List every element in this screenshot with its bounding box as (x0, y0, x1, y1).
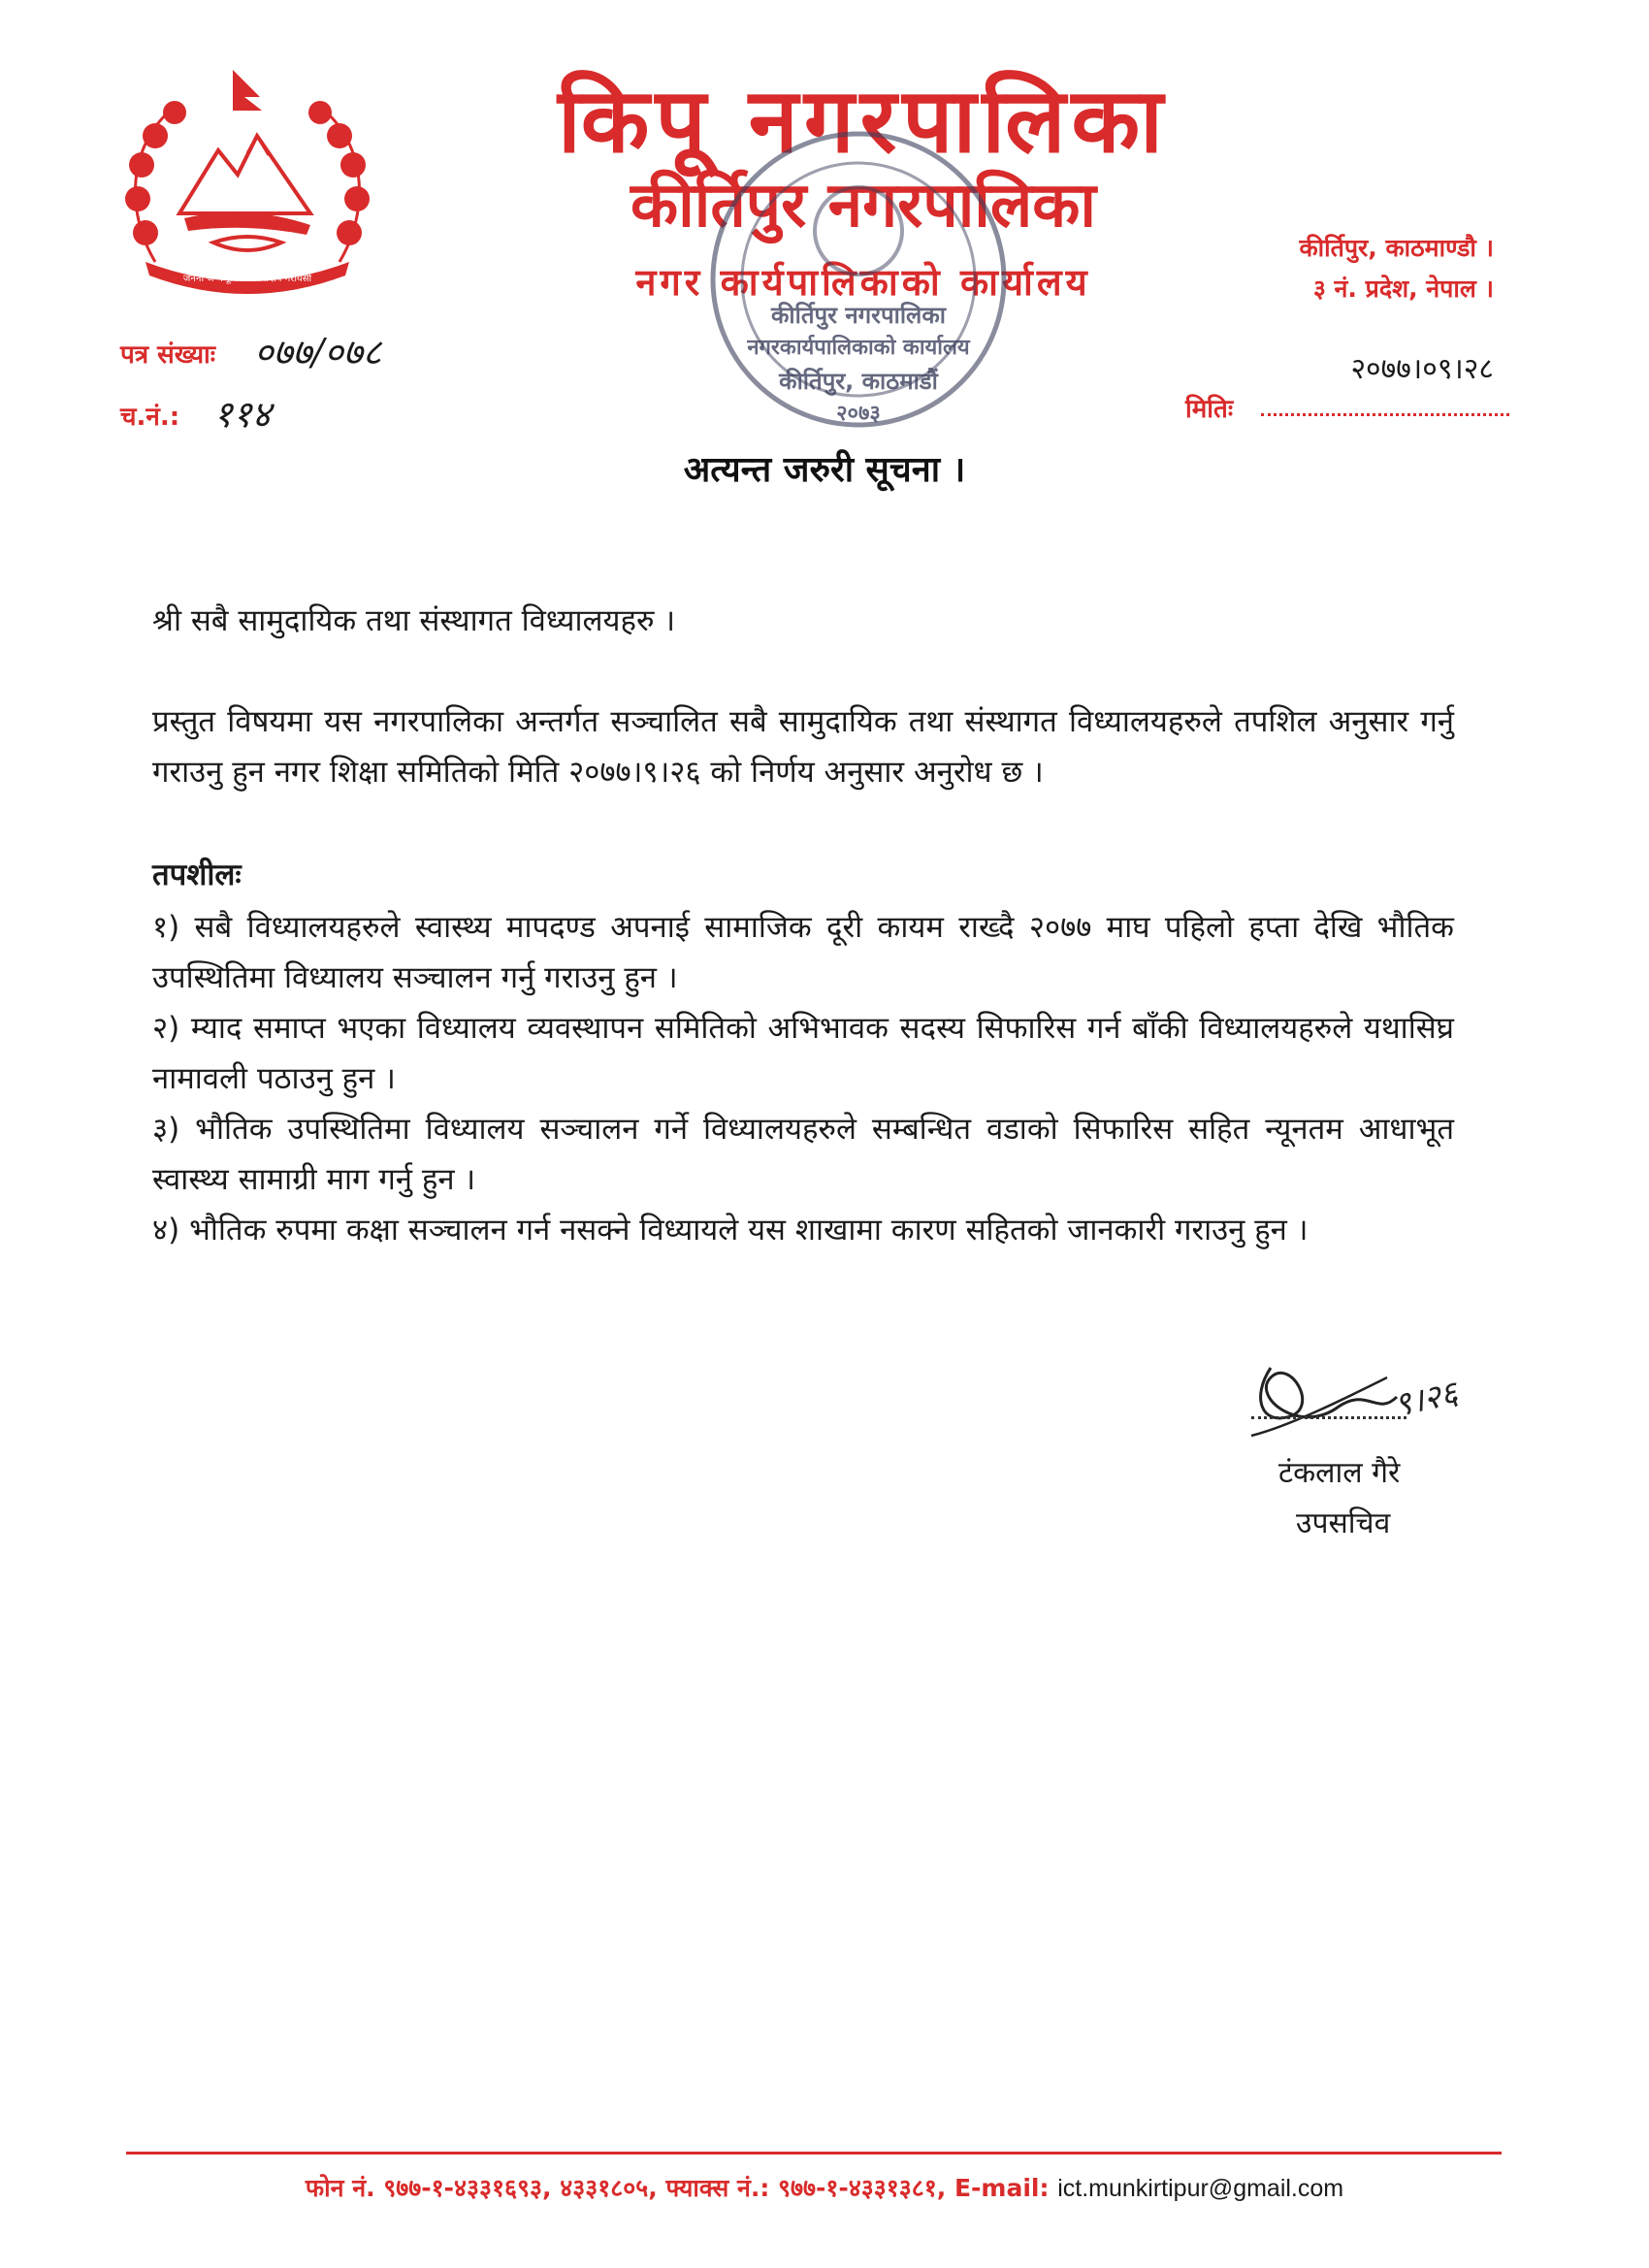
signatory-designation: उपसचिव (1296, 1507, 1391, 1540)
letterhead-municipality-name: कीर्तिपुर नगरपालिका (630, 170, 1096, 242)
stamp-line-1: कीर्तिपुर नगरपालिका (771, 302, 946, 329)
list-item: २) म्याद समाप्त भएका विध्यालय व्यवस्थापन समितिको अभिभावक सदस्य सिफारिस गर्न बाँकी विध्यालयहरुले यथासिघ्र नामावली पठाउनु हुन । (152, 1011, 1454, 1096)
body-paragraph: प्रस्तुत विषयमा यस नगरपालिका अन्तर्गत सञ्चालित सबै सामुदायिक तथा संस्थागत विध्यालयहरुले तपशिल अनुसार गर्नु गराउनु हुन नगर शिक्षा समितिको मिति २०७७।९।२६ को निर्णय अनुसार अनुरोध छ । (152, 704, 1454, 790)
stamp-line-2: नगरकार्यपालिकाको कार्यालय (747, 336, 970, 360)
official-stamp (698, 114, 1018, 444)
patra-sankhya-label: पत्र संख्याः (120, 340, 216, 370)
nepal-emblem-icon (116, 68, 378, 301)
address-line-1: कीर्तिपुर, काठमाण्डौ । (1299, 234, 1494, 262)
address-line-2: ३ नं. प्रदेश, नेपाल । (1312, 275, 1494, 303)
signature-dotted-line (1251, 1416, 1406, 1419)
chalani-label: च.नं.: (120, 403, 180, 432)
signature-image (1232, 1339, 1523, 1455)
letterhead-newari-title: किपू नगरपालिका (557, 68, 1170, 173)
list-item: ४) भौतिक रुपमा कक्षा सञ्चालन गर्न नसक्ने विध्यायले यस शाखामा कारण सहितको जानकारी गराउनु हुन । (152, 1213, 1309, 1247)
footer-email-link[interactable]: ict.munkirtipur@gmail.com (1057, 2175, 1344, 2202)
footer-contact (0, 2171, 1649, 2204)
patra-sankhya-value: ०७७/०७८ (254, 331, 382, 373)
list-item: ३) भौतिक उपस्थितिमा विध्यालय सञ्चालन गर्ने विध्यालयहरुले सम्बन्धित वडाको सिफारिस सहित न्यूनतम आधाभूत स्वास्थ्य सामाग्री माग गर्नु हुन । (152, 1112, 1454, 1197)
date-value: २०७७।०९।२८ (1350, 352, 1494, 386)
footer-divider (126, 2152, 1502, 2155)
stamp-line-4: २०७३ (836, 402, 881, 426)
stamp-line-3: कीर्तिपुर, काठमाडौं (779, 368, 938, 395)
chalani-value: ११४ (213, 393, 272, 436)
addressee: श्री सबै सामुदायिक तथा संस्थागत विध्यालयहरु । (152, 603, 676, 638)
signatory-name: टंकलाल गैरे (1278, 1456, 1401, 1490)
emblem-motto: जननी जन्मभूमिश्च स्वर्गादपि गरीयसी (182, 274, 312, 284)
date-label: मितिः (1185, 395, 1234, 424)
svg-text:९।२६: ९।२६ (1390, 1373, 1462, 1425)
notice-title: अत्यन्त जरुरी सूचना । (683, 450, 966, 490)
list-item: १) सबै विध्यालयहरुले स्वास्थ्य मापदण्ड अपनाई सामाजिक दूरी कायम राख्दै २०७७ माघ पहिलो हप्ता देखि भौतिक उपस्थितिमा विध्यालय सञ्चालन गर्नु गराउनु हुन । (152, 910, 1454, 995)
letterhead-office-name: नगर कार्यपालिकाको कार्यालय (635, 261, 1091, 304)
tapshil-list (152, 902, 1454, 1255)
date-dotted-line (1261, 413, 1509, 416)
tapshil-heading: तपशीलः (152, 858, 242, 892)
footer-contact-text: फोन नं. ९७७-१-४३३१६९३, ४३३१८०५, फ्याक्स नं.: ९७७-१-४३३१३८१, E-mail: (305, 2174, 1050, 2202)
